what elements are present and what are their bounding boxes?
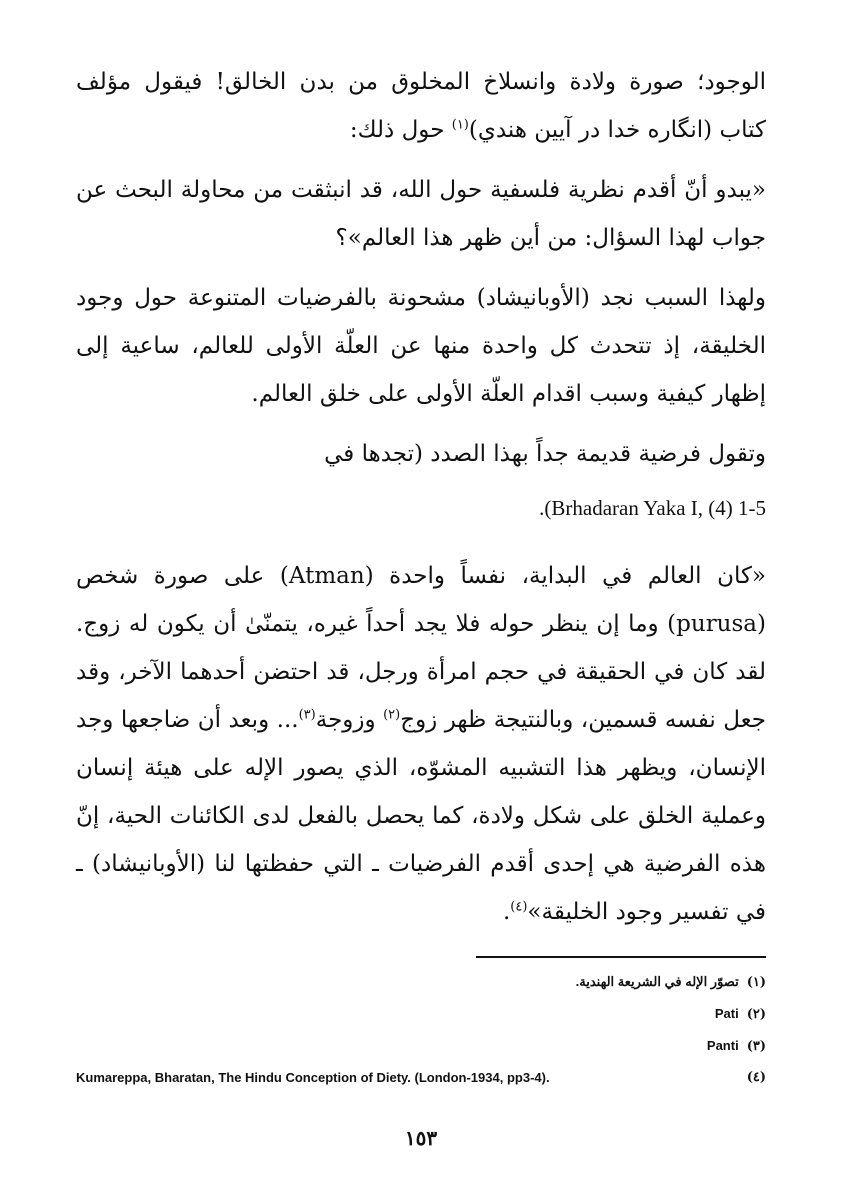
footnote-4 [76, 1068, 766, 1088]
paragraph-5-text-b: وزوجة [315, 707, 384, 733]
footnote-3-number: (٣) [746, 1039, 766, 1054]
footnote-ref-3[interactable]: (٣) [298, 707, 316, 723]
footnote-1-number: (١) [746, 975, 766, 990]
paragraph-2: «يبدو أنّ أقدم نظرية فلسفية حول الله، قد انبثقت من محاولة البحث عن جواب لهذا السؤال: من أين ظهر هذا العالم»؟ [76, 177, 766, 251]
paragraph-5-text-c: ... وبعد أن ضاجعها وجد الإنسان، ويظهر هذا التشبيه المشوّه، الذي يصور الإله على هيئة إنسان وعملية الخلق على شكل ولادة، كما يحصل بالفعل لدى الكائنات الحية، إنّ هذه الفرضية هي إحدى أقدم الفرضيات ـ التي حفظتها لنا (الأوبانيشاد) ـ في تفسير وجود الخليقة» [76, 707, 766, 925]
footnote-4-text: Kumareppa, Bharatan, The Hindu Conception of Diety. (London-1934, pp3-4). [76, 1070, 550, 1085]
footnote-1 [76, 972, 766, 993]
paragraph-1-text: الوجود؛ صورة ولادة وانسلاخ المخلوق من بدن الخالق! فيقول مؤلف كتاب (انگاره خدا در آيين هندي) [76, 69, 766, 143]
page-body [76, 58, 766, 936]
footnote-2-number: (٢) [746, 1007, 766, 1022]
footnote-4-number: (٤) [746, 1070, 766, 1085]
footnote-3-text: Panti [706, 1038, 739, 1053]
footnote-ref-4[interactable]: (٤) [510, 899, 528, 915]
footnote-2-text: Pati [714, 1006, 739, 1021]
paragraph-1-end: حول ذلك: [349, 117, 452, 143]
source-reference: .(Brhadaran Yaka I, (4) 1-5 [539, 496, 766, 520]
page-number: ١٥٣ [404, 1126, 438, 1150]
footnote-ref-2[interactable]: (٢) [383, 707, 401, 723]
paragraph-4-latin [76, 490, 766, 526]
paragraph-1 [76, 58, 766, 154]
paragraph-5 [76, 552, 766, 936]
footnote-1-text: تصوّر الإله في الشريعة الهندية. [575, 974, 739, 989]
footnote-3 [76, 1036, 766, 1057]
paragraph-5-text-a: «كان العالم في البداية، نفساً واحدة (Atman) على صورة شخص (purusa) وما إن ينظر حوله فلا يجد أحداً غيره، يتمنّىٰ أن يكون له زوج. لقد كان في الحقيقة في حجم امرأة ورجل، قد احتضن أحدهما الآخر، وقد جعل نفسه قسمين، وبالنتيجة ظهر زوج [76, 563, 766, 733]
paragraph-3: ولهذا السبب نجد (الأوبانيشاد) مشحونة بالفرضيات المتنوعة حول وجود الخليقة، إذ تتحدث كل واحدة منها عن العلّة الأولى للعالم، ساعية إلى إظهار كيفية وسبب اقدام العلّة الأولى على خلق العالم. [76, 285, 766, 407]
footnote-2 [76, 1004, 766, 1025]
paragraph-4: وتقول فرضية قديمة جداً بهذا الصدد (تجدها في [324, 441, 766, 467]
footnote-ref-1[interactable]: (١) [451, 117, 469, 133]
footnote-divider [476, 956, 766, 958]
paragraph-5-end: . [502, 899, 511, 925]
